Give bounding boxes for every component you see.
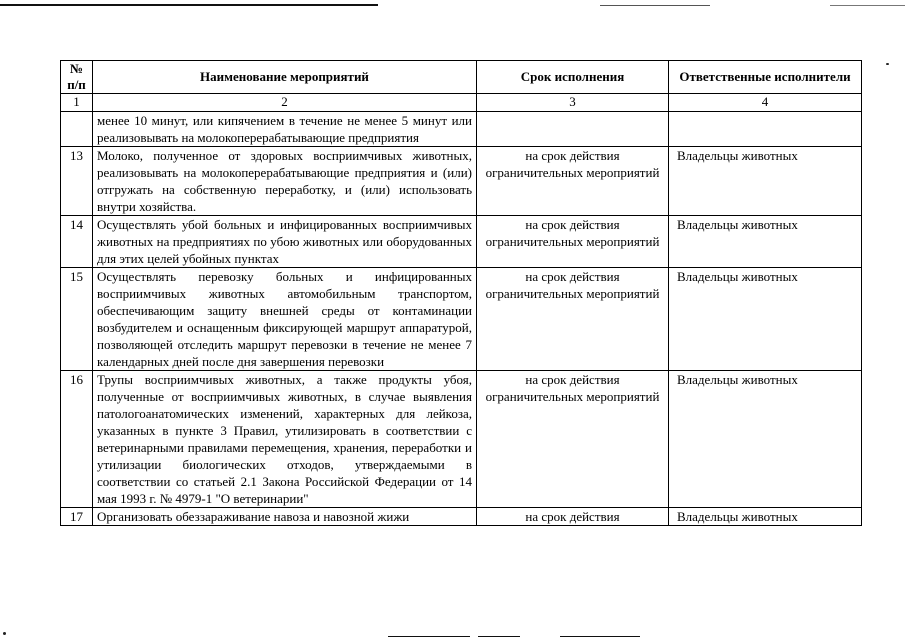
- table-row: [61, 112, 862, 147]
- table-row: [61, 216, 862, 268]
- row-measure: Осуществлять перевозку больных и инфицированных восприимчивых животных автомобильным транспортом, обеспечивающим защиту внешней среды от контаминации возбудителем и оснащенным фиксирующей маршрут аппаратурой, позволяющей отследить маршрут перевозки в течение не менее 7 календарных дней после дня завершения перевозки: [93, 268, 477, 371]
- column-number: 2: [93, 94, 477, 112]
- header-responsible: Ответственные исполнители: [669, 61, 862, 94]
- table-row: [61, 508, 862, 526]
- header-number: № п/п: [61, 61, 93, 94]
- row-number: 13: [61, 147, 93, 216]
- row-number: 14: [61, 216, 93, 268]
- row-responsible: Владельцы животных: [669, 216, 862, 268]
- column-number: 1: [61, 94, 93, 112]
- row-number: [61, 112, 93, 147]
- row-number: 17: [61, 508, 93, 526]
- table-row: [61, 147, 862, 216]
- row-term: на срок действия ограничительных мероприятий: [477, 147, 669, 216]
- row-measure: Трупы восприимчивых животных, а также продукты убоя, полученные от восприимчивых животных, в случае выявления патологоанатомических изменений, характерных для лейкоза, указанных в пункте 3 Правил, утилизировать в соответствии с ветеринарными правилами перемещения, хранения, переработки и утилизации биологических отходов, утверждаемыми в соответствии со статьей 2.1 Закона Российской Федерации от 14 мая 1993 г. № 4979-1 "О ветеринарии": [93, 371, 477, 508]
- measures-table: [60, 60, 862, 526]
- table-row: [61, 371, 862, 508]
- column-number-row: [61, 94, 862, 112]
- row-measure: Организовать обеззараживание навоза и навозной жижи: [93, 508, 477, 526]
- scan-bottom-line-3: [560, 636, 640, 637]
- row-responsible: Владельцы животных: [669, 147, 862, 216]
- row-responsible: Владельцы животных: [669, 371, 862, 508]
- column-number: 3: [477, 94, 669, 112]
- column-number: 4: [669, 94, 862, 112]
- row-measure: Осуществлять убой больных и инфицированных восприимчивых животных на предприятиях по убою животных или оборудованных для этих целей убойных пунктах: [93, 216, 477, 268]
- scan-speck-left: [3, 632, 6, 635]
- row-term: на срок действия: [477, 508, 669, 526]
- row-number: 15: [61, 268, 93, 371]
- scan-top-line-far: [830, 5, 905, 6]
- row-responsible: Владельцы животных: [669, 508, 862, 526]
- row-measure: Молоко, полученное от здоровых восприимчивых животных, реализовывать на молокоперерабатывающие предприятия и (или) отгружать на собственную переработку, и (или) использовать внутри хозяйства.: [93, 147, 477, 216]
- scan-speck: [886, 63, 889, 65]
- row-number: 16: [61, 371, 93, 508]
- table-row: [61, 268, 862, 371]
- scan-bottom-line-2: [478, 636, 520, 637]
- header-term: Срок исполнения: [477, 61, 669, 94]
- row-measure: менее 10 минут, или кипячением в течение не менее 5 минут или реализовывать на молокоперерабатывающие предприятия: [93, 112, 477, 147]
- scan-top-line: [0, 4, 378, 6]
- scan-bottom-line: [388, 636, 470, 637]
- scan-top-line-right: [600, 5, 710, 6]
- header-name: Наименование мероприятий: [93, 61, 477, 94]
- row-term: на срок действия ограничительных мероприятий: [477, 268, 669, 371]
- table-header-row: [61, 61, 862, 94]
- row-responsible: Владельцы животных: [669, 268, 862, 371]
- row-term: на срок действия ограничительных мероприятий: [477, 371, 669, 508]
- row-term: [477, 112, 669, 147]
- row-term: на срок действия ограничительных мероприятий: [477, 216, 669, 268]
- row-responsible: [669, 112, 862, 147]
